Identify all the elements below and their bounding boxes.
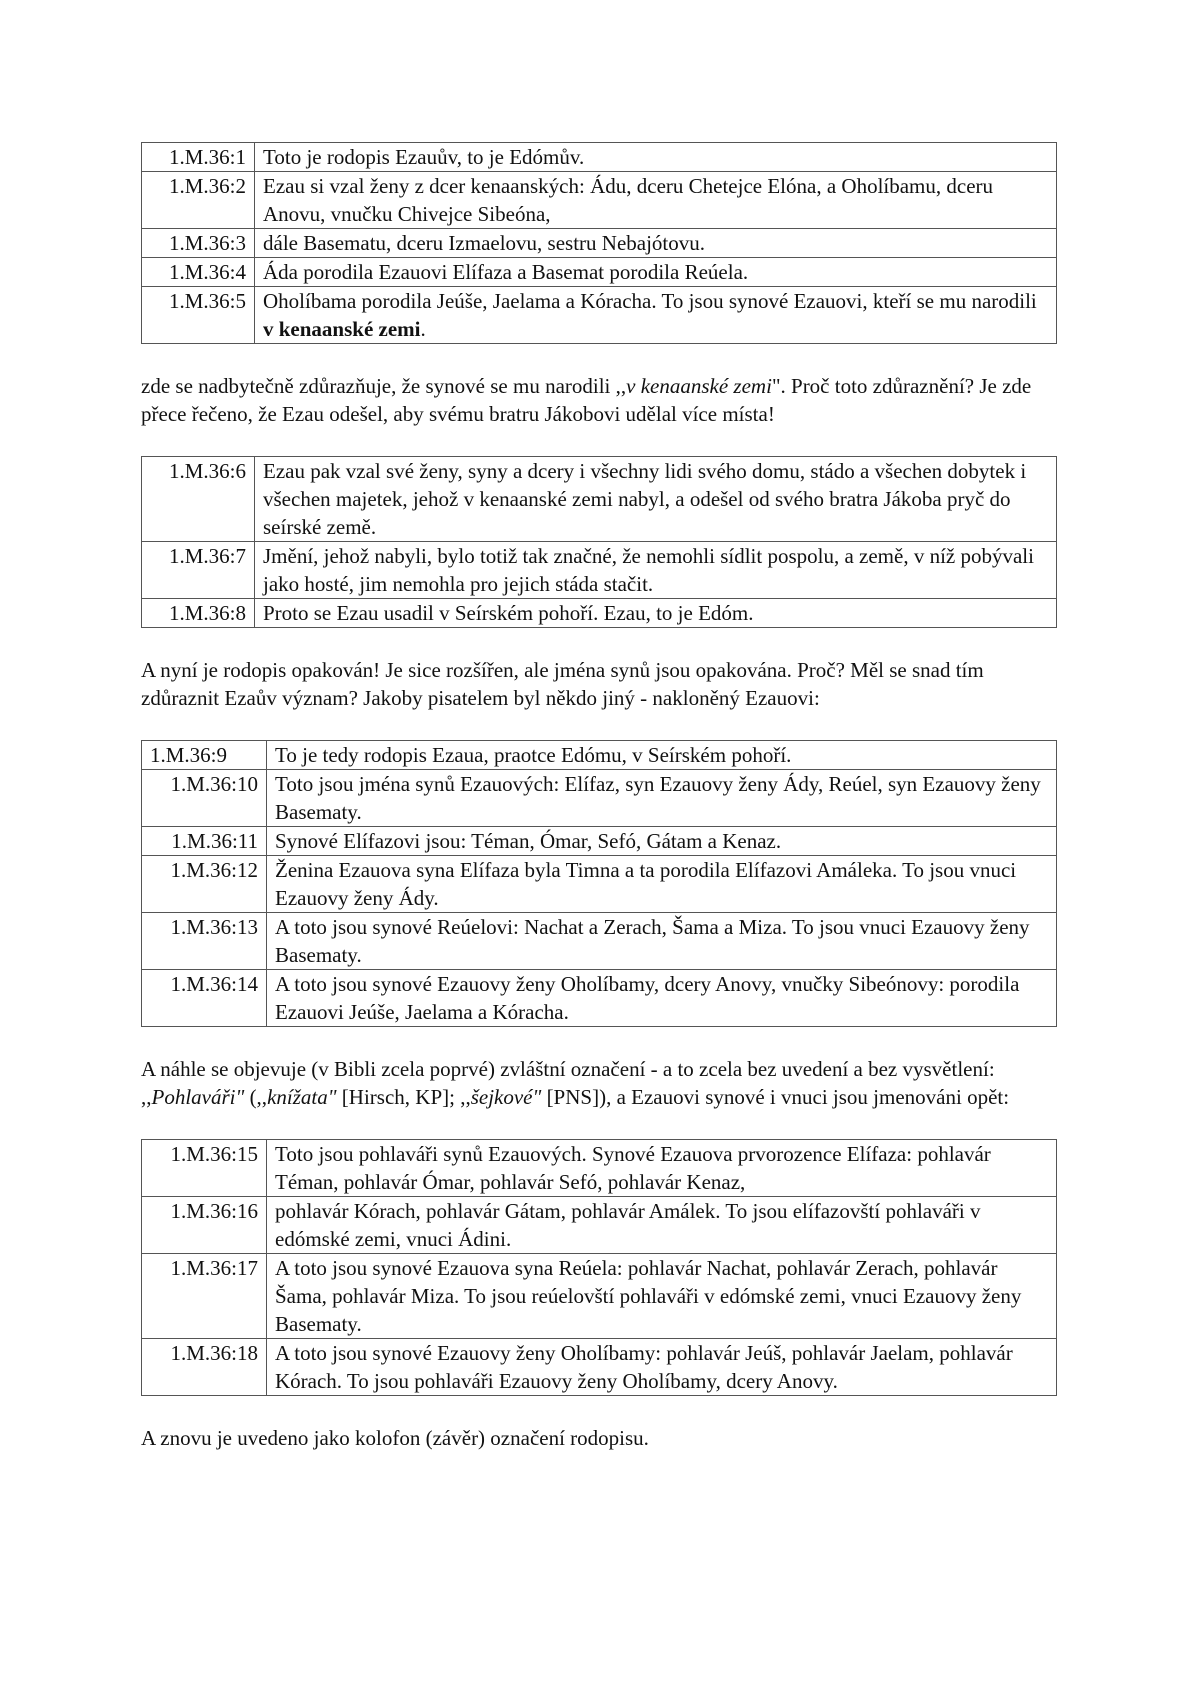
verse-ref: 1.M.36:10 xyxy=(142,770,267,827)
verse-ref: 1.M.36:4 xyxy=(142,258,255,287)
italic-term: Pohlaváři" xyxy=(151,1085,245,1109)
verse-ref: 1.M.36:18 xyxy=(142,1339,267,1396)
verse-text: A toto jsou synové Ezauovy ženy Oholíbamy: pohlavár Jeúš, pohlavár Jaelam, pohlavár Kórach. To jsou pohlaváři Ezauovy ženy Oholíbamy, dcery Anovy. xyxy=(267,1339,1057,1396)
verse-ref: 1.M.36:15 xyxy=(142,1140,267,1197)
text-part: zde se nadbytečně zdůrazňuje, že synové se mu narodili ,, xyxy=(141,374,627,398)
commentary-paragraph-2: A nyní je rodopis opakován! Je sice rozšířen, ale jména synů jsou opakována. Proč? Měl se snad tím zdůraznit Ezaův význam? Jakoby pisatelem byl někdo jiný - nakloněný Ezauovi: xyxy=(141,658,984,710)
verse-text: pohlavár Kórach, pohlavár Gátam, pohlavár Amálek. To jsou elífazovští pohlaváři v edómské zemi, vnuci Ádini. xyxy=(267,1197,1057,1254)
verse-ref: 1.M.36:9 xyxy=(142,741,267,770)
verse-text: Ezau si vzal ženy z dcer kenaanských: Ádu, dceru Chetejce Elóna, a Oholíbamu, dceru Anovu, vnučku Chivejce Sibeóna, xyxy=(255,172,1057,229)
verse-ref: 1.M.36:17 xyxy=(142,1254,267,1339)
table-row xyxy=(142,172,1057,229)
italic-term: šejkové" xyxy=(470,1085,542,1109)
commentary-paragraph-3 xyxy=(141,1055,1057,1111)
verse-text-part: Oholíbama porodila Jeúše, Jaelama a Kóracha. To jsou synové Ezauovi, kteří se mu narodili xyxy=(263,289,1037,313)
verse-text: A toto jsou synové Ezauovy ženy Oholíbamy, dcery Anovy, vnučky Sibeónovy: porodila Ezauovi Jeúše, Jaelama a Kóracha. xyxy=(267,970,1057,1027)
verse-ref: 1.M.36:16 xyxy=(142,1197,267,1254)
table-row xyxy=(142,287,1057,344)
verse-ref: 1.M.36:6 xyxy=(142,457,255,542)
table-row xyxy=(142,1339,1057,1396)
table-row xyxy=(142,741,1057,770)
table-row xyxy=(142,856,1057,913)
italic-quote: v kenaanské zemi xyxy=(626,374,772,398)
verse-text: Toto je rodopis Ezauův, to je Edómův. xyxy=(255,143,1057,172)
verse-text xyxy=(255,287,1057,344)
verse-text: Áda porodila Ezauovi Elífaza a Basemat porodila Reúela. xyxy=(255,258,1057,287)
verse-text: A toto jsou synové Ezauova syna Reúela: pohlavár Nachat, pohlavár Zerach, pohlavár Šama, pohlavár Miza. To jsou reúelovští pohlaváři v edómské zemi, vnuci Ezauovy ženy Basematy. xyxy=(267,1254,1057,1339)
table-row xyxy=(142,827,1057,856)
table-row xyxy=(142,1254,1057,1339)
verse-text: Ženina Ezauova syna Elífaza byla Timna a ta porodila Elífazovi Amáleka. To jsou vnuci Ezauovy ženy Ády. xyxy=(267,856,1057,913)
text-part: (,, xyxy=(244,1085,268,1109)
table-row xyxy=(142,143,1057,172)
verse-ref: 1.M.36:3 xyxy=(142,229,255,258)
verse-ref: 1.M.36:5 xyxy=(142,287,255,344)
verse-ref: 1.M.36:8 xyxy=(142,599,255,628)
verse-text-part: . xyxy=(420,317,426,341)
verse-ref: 1.M.36:11 xyxy=(142,827,267,856)
bold-emphasis: v kenaanské zemi xyxy=(263,317,421,341)
table-row xyxy=(142,770,1057,827)
italic-term: knížata" xyxy=(267,1085,337,1109)
verse-table-4 xyxy=(141,1139,1057,1396)
verse-ref: 1.M.36:2 xyxy=(142,172,255,229)
text-part: ". Proč toto zdůraznění? Je zde přece řečeno, že Ezau odešel, aby svému bratru Jákobovi udělal více místa! xyxy=(141,374,1032,426)
table-row xyxy=(142,913,1057,970)
text-part: A náhle se objevuje (v Bibli zcela poprvé) zvláštní označení - a to zcela bez uvedení a bez vysvětlení: ,, xyxy=(141,1057,995,1109)
verse-ref: 1.M.36:13 xyxy=(142,913,267,970)
table-row xyxy=(142,542,1057,599)
verse-ref: 1.M.36:14 xyxy=(142,970,267,1027)
table-row xyxy=(142,229,1057,258)
verse-text: Proto se Ezau usadil v Seírském pohoří. Ezau, to je Edóm. xyxy=(255,599,1057,628)
verse-table-3 xyxy=(141,740,1057,1027)
verse-text: Toto jsou jména synů Ezauových: Elífaz, syn Ezauovy ženy Ády, Reúel, syn Ezauovy ženy Basematy. xyxy=(267,770,1057,827)
verse-text: dále Basematu, dceru Izmaelovu, sestru Nebajótovu. xyxy=(255,229,1057,258)
table-row xyxy=(142,457,1057,542)
verse-text: Jmění, jehož nabyli, bylo totiž tak značné, že nemohli sídlit pospolu, a země, v níž pobývali jako hosté, jim nemohla pro jejich stáda stačit. xyxy=(255,542,1057,599)
verse-ref: 1.M.36:1 xyxy=(142,143,255,172)
table-row xyxy=(142,258,1057,287)
verse-text: Toto jsou pohlaváři synů Ezauových. Synové Ezauova prvorozence Elífaza: pohlavár Téman, pohlavár Ómar, pohlavár Sefó, pohlavár Kenaz, xyxy=(267,1140,1057,1197)
verse-text: Ezau pak vzal své ženy, syny a dcery i všechny lidi svého domu, stádo a všechen dobytek i všechen majetek, jehož v kenaanské zemi nabyl, a odešel od svého bratra Jákoba pryč do seírské země. xyxy=(255,457,1057,542)
commentary-paragraph-4: A znovu je uvedeno jako kolofon (závěr) označení rodopisu. xyxy=(141,1426,649,1450)
verse-ref: 1.M.36:7 xyxy=(142,542,255,599)
commentary-paragraph-1 xyxy=(141,372,1057,428)
verse-ref: 1.M.36:12 xyxy=(142,856,267,913)
table-row xyxy=(142,1140,1057,1197)
text-part: [Hirsch, KP]; ,, xyxy=(336,1085,471,1109)
document-page xyxy=(141,142,1057,1452)
verse-text: To je tedy rodopis Ezaua, praotce Edómu, v Seírském pohoří. xyxy=(267,741,1057,770)
verse-text: Synové Elífazovi jsou: Téman, Ómar, Sefó, Gátam a Kenaz. xyxy=(267,827,1057,856)
table-row xyxy=(142,599,1057,628)
verse-text: A toto jsou synové Reúelovi: Nachat a Zerach, Šama a Miza. To jsou vnuci Ezauovy ženy Basematy. xyxy=(267,913,1057,970)
table-row xyxy=(142,970,1057,1027)
verse-table-2 xyxy=(141,456,1057,628)
text-part: [PNS]), a Ezauovi synové i vnuci jsou jmenováni opět: xyxy=(541,1085,1010,1109)
verse-table-1 xyxy=(141,142,1057,344)
table-row xyxy=(142,1197,1057,1254)
